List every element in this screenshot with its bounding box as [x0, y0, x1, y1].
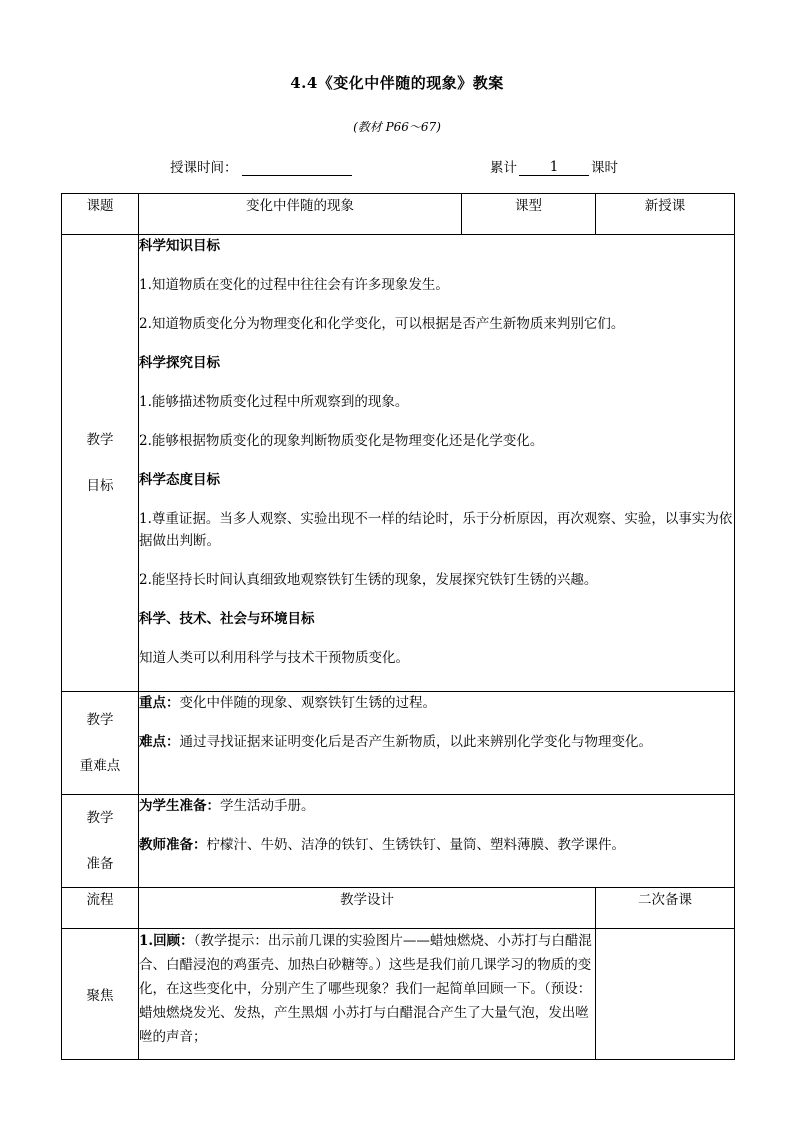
review-text: （教学提示：出示前几课的实验图片——蜡烛燃烧、小苏打与白醋混合、白醋浸泡的鸡蛋壳、加热白砂糖等。）这些是我们前几课学习的物质的变化，在这些变化中，分别产生了哪些现象？我们一起简单回顾一下。（预设：蜡烛燃烧发光、发热，产生黑烟 小苏打与白醋混合产生了大量气泡，发出咝咝的声音； — [139, 933, 592, 1045]
objectives-label-line1: 教学 — [86, 432, 114, 448]
lesson-time-blank — [242, 159, 352, 176]
inquiry-goal-2: 2.能够根据物质变化的现象判断物质变化是物理变化还是化学变化。 — [139, 433, 544, 449]
sts-goal-title: 科学、技术、社会与环境目标 — [139, 611, 315, 627]
key-point-text: 变化中伴随的现象、观察铁钉生锈的过程。 — [179, 695, 436, 711]
student-preparation-label: 为学生准备： — [139, 798, 220, 814]
knowledge-goal-2: 2.知道物质变化分为物理变化和化学变化，可以根据是否产生新物质来判别它们。 — [139, 316, 625, 332]
lesson-count — [490, 156, 618, 176]
flow-header-row — [62, 888, 735, 929]
objectives-row — [62, 235, 735, 692]
student-preparation-text: 学生活动手册。 — [220, 798, 315, 814]
focus-row — [62, 929, 735, 1060]
teacher-preparation — [139, 834, 734, 856]
review-item — [139, 929, 595, 1049]
difficulty-label: 难点： — [139, 734, 180, 750]
textbook-pages: (教材 P66～67) — [353, 120, 441, 134]
key-points-row — [62, 692, 735, 795]
key-points-label-line2: 重难点 — [79, 758, 121, 774]
preparation-label-line1: 教学 — [86, 810, 114, 826]
key-point — [139, 692, 734, 714]
inquiry-goal-1: 1.能够描述物质变化过程中所观察到的现象。 — [139, 394, 409, 410]
topic-row — [62, 194, 735, 235]
lesson-type-label: 课型 — [462, 194, 596, 235]
focus-content — [139, 929, 596, 1060]
focus-label: 聚焦 — [62, 929, 139, 1060]
design-label: 教学设计 — [139, 888, 596, 929]
objectives-label — [62, 235, 139, 692]
page-title: 4.4《变化中伴随的现象》教案 — [290, 74, 504, 92]
revision-notes-label: 二次备课 — [596, 888, 735, 929]
key-points-label — [62, 692, 139, 795]
preparation-label — [62, 795, 139, 888]
preparation-row — [62, 795, 735, 888]
inquiry-goal-title: 科学探究目标 — [139, 355, 220, 371]
lesson-count-value: 1 — [519, 159, 589, 176]
attitude-goal-1: 1.尊重证据。当多人观察、实验出现不一样的结论时，乐于分析原因，再次观察、实验，以事实为依据做出判断。 — [139, 511, 733, 549]
lesson-time-label: 授课时间： — [170, 160, 238, 176]
focus-text — [139, 929, 595, 1057]
key-point-label: 重点： — [139, 695, 180, 711]
key-points-content — [139, 692, 735, 795]
lesson-count-unit: 课时 — [591, 160, 618, 176]
flow-label: 流程 — [62, 888, 139, 929]
objectives-label-line2: 目标 — [86, 478, 114, 494]
lesson-type-value: 新授课 — [596, 194, 735, 235]
topic-value: 变化中伴随的现象 — [139, 194, 462, 235]
topic-label: 课题 — [62, 194, 139, 235]
lesson-time — [170, 156, 352, 176]
objectives-content — [139, 235, 735, 692]
teacher-preparation-text: 柠檬汁、牛奶、洁净的铁钉、生锈铁钉、量筒、塑料薄膜、教学课件。 — [206, 837, 625, 853]
knowledge-goal-title: 科学知识目标 — [139, 238, 220, 254]
lesson-plan-table — [61, 193, 735, 1060]
attitude-goal-2: 2.能坚持长时间认真细致地观察铁钉生锈的现象，发展探究铁钉生锈的兴趣。 — [139, 572, 598, 588]
difficulty-text: 通过寻找证据来证明变化后是否产生新物质，以此来辨别化学变化与物理变化。 — [179, 734, 652, 750]
lesson-count-label: 累计 — [490, 160, 517, 176]
revision-notes-cell — [596, 929, 735, 1060]
preparation-label-line2: 准备 — [86, 856, 114, 872]
preparation-content — [139, 795, 735, 888]
sts-goal-1: 知道人类可以利用科学与技术干预物质变化。 — [139, 650, 409, 666]
review-label: 1.回顾： — [139, 933, 194, 949]
key-points-label-line1: 教学 — [86, 712, 114, 728]
difficulty-point — [139, 731, 734, 753]
teacher-preparation-label: 教师准备： — [139, 837, 207, 853]
knowledge-goal-1: 1.知道物质在变化的过程中往往会有许多现象发生。 — [139, 277, 449, 293]
student-preparation — [139, 795, 734, 817]
attitude-goal-title: 科学态度目标 — [139, 472, 220, 488]
